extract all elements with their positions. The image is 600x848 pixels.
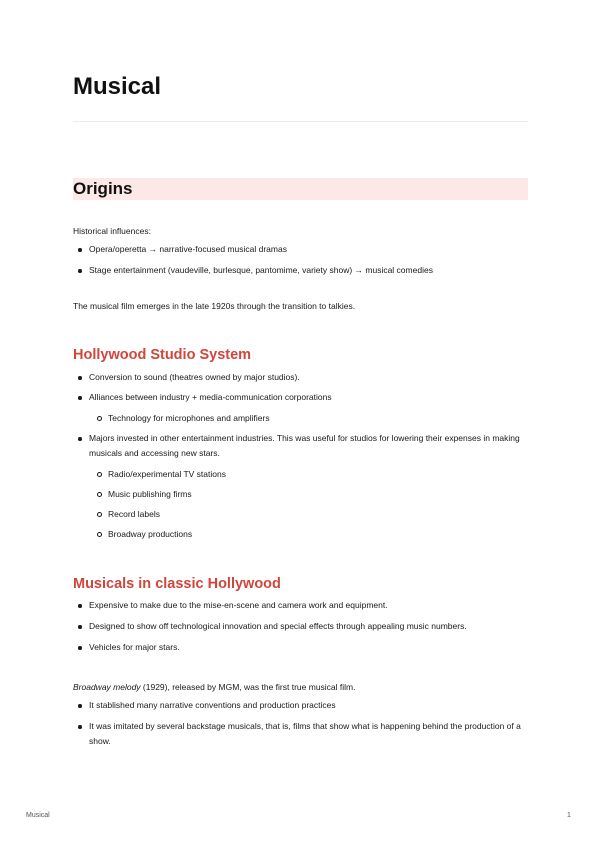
broadway-melody-paragraph xyxy=(73,681,356,693)
broadway-bullet-2: It was imitated by several backstage musicals, that is, films that show what is happening behind the production of a show. xyxy=(89,719,529,749)
classic-bullet-2: Designed to show off technological innovation and special effects through appealing music numbers. xyxy=(89,619,529,634)
studio-bullet-1: Conversion to sound (theatres owned by major studios). xyxy=(89,370,529,385)
heading-musicals-classic-hollywood: Musicals in classic Hollywood xyxy=(73,576,281,592)
document-title: Musical xyxy=(73,73,162,100)
heading-hollywood-studio-system: Hollywood Studio System xyxy=(73,347,252,363)
studio-subbullet-technology: Technology for microphones and amplifiers xyxy=(108,413,270,423)
studio-bullet-2: Alliances between industry + media-communication corporations xyxy=(89,390,529,405)
classic-bullet-1: Expensive to make due to the mise-en-scene and camera work and equipment. xyxy=(89,598,529,613)
studio-subbullet-music-publishing: Music publishing firms xyxy=(108,489,192,499)
studio-subbullet-record-labels: Record labels xyxy=(108,509,160,519)
origins-bullet-1: Opera/operetta → narrative-focused musical dramas xyxy=(89,242,529,257)
footer-title: Musical xyxy=(26,812,50,819)
footer-page-number: 1 xyxy=(567,812,571,819)
origins-intro: Historical influences: xyxy=(73,226,151,236)
broadway-melody-title: Broadway melody xyxy=(73,682,141,692)
origins-closing: The musical film emerges in the late 1920s through the transition to talkies. xyxy=(73,301,356,311)
broadway-melody-text: (1929), released by MGM, was the first true musical film. xyxy=(140,682,356,692)
title-divider xyxy=(73,121,528,122)
studio-subbullet-broadway: Broadway productions xyxy=(108,529,193,539)
origins-bullet-2: Stage entertainment (vaudeville, burlesque, pantomime, variety show) → musical comedies xyxy=(89,263,459,278)
heading-origins: Origins xyxy=(73,178,528,200)
studio-subbullet-radio: Radio/experimental TV stations xyxy=(108,469,226,479)
studio-bullet-3: Majors invested in other entertainment industries. This was useful for studios for lowering their expenses in making musicals and accessing new stars. xyxy=(89,431,529,461)
classic-bullet-3: Vehicles for major stars. xyxy=(89,640,529,655)
broadway-bullet-1: It stablished many narrative conventions and production practices xyxy=(89,698,529,713)
